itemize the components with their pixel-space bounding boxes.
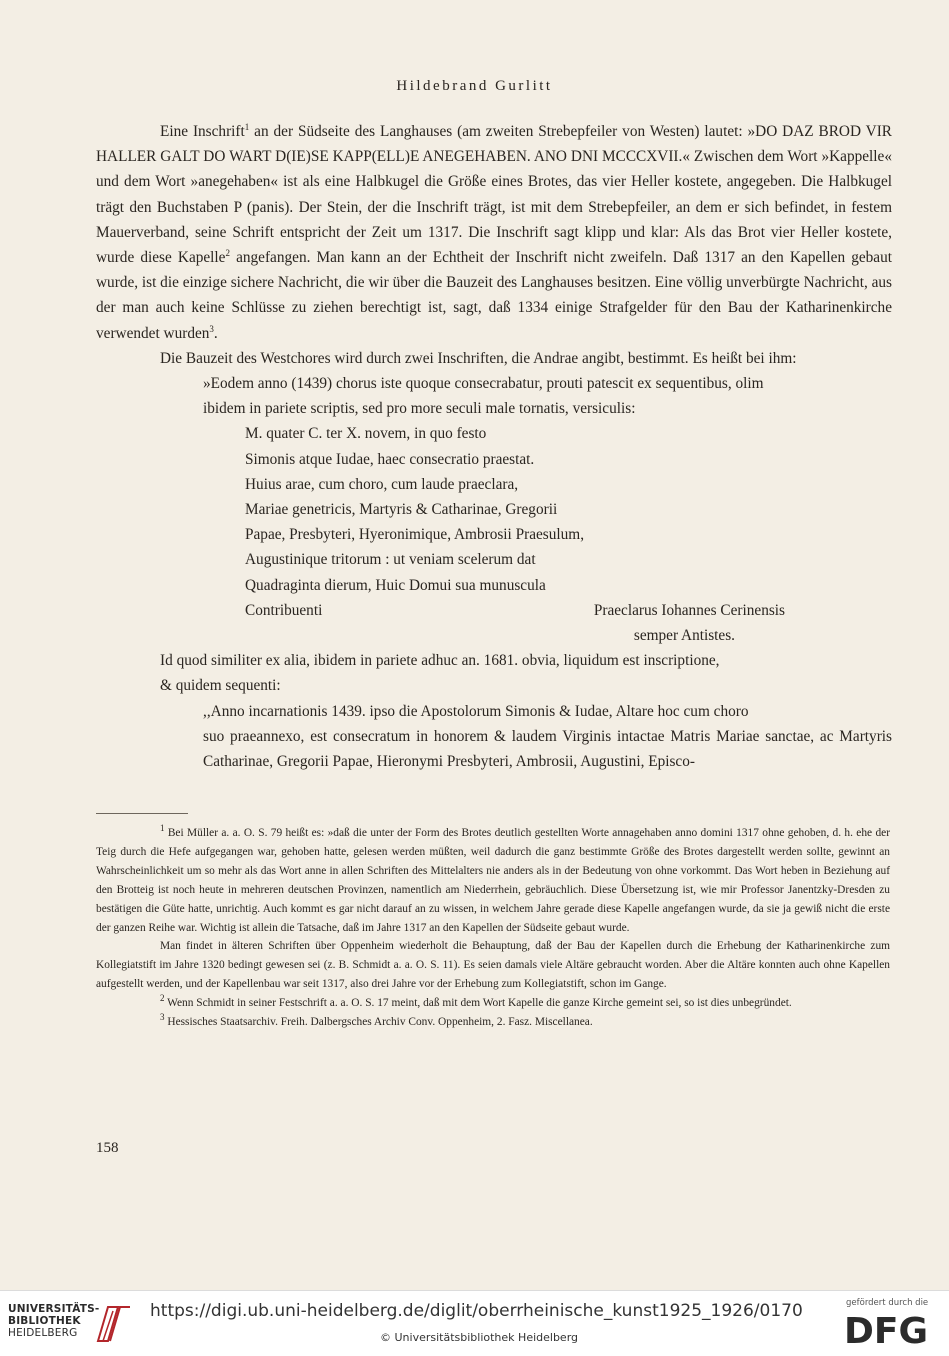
footnote-1-continued: Man findet in älteren Schriften über Oppenheim wiederholt die Behauptung, daß der Bau der Kapellen durch die Erhebung der Katharinenkirche zum Kollegiatstift im Jahre 1320 bedingt gewesen sei (z. B. Schmidt a. a. O. S. 11). Es seien damals viele Altäre gebraucht worden. Aber die Altäre konnten auch ohne Kapellen aufgestellt werden, und der Kapellenbau war seit 1317, also drei Jahre vor der Erhebung zum Kollegiatstift, schon im Gange. (96, 940, 890, 991)
footnote-text: Wenn Schmidt in seiner Festschrift a. a. O. S. 17 meint, daß mit dem Wort Kapelle die ganze Kirche gemeint sei, so ist dies unbegründet. (164, 997, 792, 1010)
text-run: Eine Inschrift (160, 123, 245, 140)
paragraph-3-continued: & quidem sequenti: (160, 677, 281, 695)
library-name-line: HEIDELBERG (8, 1327, 78, 1339)
footnote-ref-1[interactable]: 1 (244, 121, 250, 132)
footnote-2 (96, 994, 890, 1013)
verse-line: Simonis atque Iudae, haec consecratio praestat. (245, 450, 535, 468)
dfg-logo-text: DFG (844, 1311, 929, 1349)
footnotes (96, 824, 890, 1032)
footnote-mark: 3 (160, 1012, 165, 1023)
paragraph-3: Id quod similiter ex alia, ibidem in pariete adhuc an. 1681. obvia, liquidum est inscriptione, (160, 652, 720, 670)
page-number: 158 (96, 1140, 119, 1156)
verse-block (245, 421, 892, 648)
quote-2: ,,Anno incarnationis 1439. ipso die Apostolorum Simonis & Iudae, Altare hoc cum choro (203, 702, 749, 720)
footnote-ref-3[interactable]: 3 (209, 323, 214, 334)
verse-line: M. quater C. ter X. novem, in quo festo (245, 425, 487, 443)
viewer-footer (0, 1290, 949, 1356)
footnote-divider (96, 813, 188, 814)
paragraph-2: Die Bauzeit des Westchores wird durch zwei Inschriften, die Andrae angibt, bestimmt. Es heißt bei ihm: (160, 349, 797, 367)
quote-1-continued: ibidem in pariete scriptis, sed pro more seculi male tornatis, versiculis: (203, 400, 636, 418)
footnote-mark: 1 (160, 823, 165, 834)
footnote-text: Hessisches Staatsarchiv. Freih. Dalbergsches Archiv Conv. Oppenheim, 2. Fasz. Miscellanea. (164, 1016, 593, 1029)
verse-line: Quadraginta dierum, Huic Domui sua munuscula (245, 576, 546, 594)
main-text (96, 119, 892, 774)
permalink-url[interactable]: https://digi.ub.uni-heidelberg.de/diglit/oberrheinische_kunst1925_1926/0170 (150, 1301, 803, 1321)
footnote-1 (96, 824, 890, 937)
verse-closing: semper Antistes. (633, 627, 735, 645)
verse-line: Papae, Presbyteri, Hyeronimique, Ambrosii Praesulum, (245, 526, 585, 544)
library-logo-text[interactable] (8, 1303, 99, 1339)
library-name-line: UNIVERSITÄTS- (8, 1303, 100, 1315)
funding-note: gefördert durch die (846, 1298, 929, 1308)
paragraph-1 (96, 119, 892, 346)
quote-1: »Eodem anno (1439) chorus iste quoque consecrabatur, prouti patescit ex sequentibus, olim (203, 375, 764, 393)
running-header: Hildebrand Gurlitt (396, 78, 553, 94)
verse-line: Huius arae, cum choro, cum laude praeclara, (245, 475, 519, 493)
footnote-text: Bei Müller a. a. O. S. 79 heißt es: »daß die unter der Form des Brotes deutlich gestellten Worte annagehaben anno domini 1317 ohne gehoben, d. h. ehe der Teig durch die Hefe aufgegangen war, gehoben hatte, gelesen werden müßten, weil dadurch die ganz bestimmte Größe des Brotes dargestellt werden sollte, gewinnt an Wahrscheinlichkeit um so mehr als das Wort anne in allen Schriften des Mittelalters nie anders als in der Bedeutung von ohne vorkommt. Das Wort heben in Beziehung auf den Brotteig ist noch heute in mehreren deutschen Provinzen, namentlich am Niederrhein, gebräuchlich. Diese Übersetzung ist, wie mir Professor Janentzky-Dresden zu bestätigen die Güte hatte, unrichtig. Auch kommt es gar nicht darauf an zu wissen, in welchem Jahre gerade diese Kapelle angefangen wurde, da sie ja gewiß nicht die erste der ganzen Reihe war. Wichtig ist allein die Tatsache, daß im Jahre 1317 an den Kapellen der Südseite gebaut wurde. (96, 827, 890, 934)
verse-line: Mariae genetricis, Martyris & Catharinae, Gregorii (245, 501, 558, 519)
text-run: . (213, 324, 218, 342)
copyright-notice: © Universitätsbibliothek Heidelberg (380, 1331, 579, 1344)
verse-left: Contribuenti (245, 601, 323, 619)
verse-line-split (245, 598, 785, 623)
library-logo-icon[interactable] (94, 1301, 134, 1345)
library-name-line: BIBLIOTHEK (8, 1315, 81, 1327)
footnote-mark: 2 (160, 993, 165, 1004)
dfg-logo[interactable] (842, 1309, 934, 1349)
footnote-ref-2[interactable]: 2 (225, 247, 230, 258)
text-run: an der Südseite des Langhauses (am zweiten Strebepfeiler von Westen) lautet: »DO DAZ BROD VIR HALLER GALT DO WART D(IE)SE KAPP(ELL)E ANEGEHABEN. ANO DNI MCCCXVII.« Zwischen dem Wort »Kappelle« und dem Wort »anegehaben« ist als eine Halbkugel die Größe eines Brotes, das vier Heller kostete, angegeben. Die Halbkugel trägt den Buchstaben P (panis). Der Stein, der die Inschrift trägt, ist mit dem Strebepfeiler, an dem er sich befindet, in festem Mauerverband, seine Schrift entspricht der Zeit um 1317. Die Inschrift sagt klipp und klar: Als das Brot vier Heller kostete, wurde diese Kapelle (96, 123, 892, 267)
verse-line: Augustinique tritorum : ut veniam scelerum dat (245, 551, 536, 569)
footnote-3 (96, 1013, 890, 1032)
quote-2-continued: suo praeannexo, est consecratum in honorem & laudem Virginis intactae Matris Mariae sanctae, ac Martyris Catharinae, Gregorii Papae, Hieronymi Presbyteri, Ambrosii, Augustini, Episco- (203, 727, 892, 771)
text-run: angefangen. Man kann an der Echtheit der Inschrift nicht zweifeln. Daß 1317 an den Kapellen gebaut wurde, ist die einzige sichere Nachricht, die wir über die Bauzeit des Langhauses besitzen. Eine völlig unverbürgte Nachricht, aus der man auch keine Schlüsse zu ziehen berechtigt ist, sagt, daß 1334 einige Strafgelder für den Bau der Katharinenkirche verwendet wurden (96, 249, 892, 342)
verse-right: Praeclarus Iohannes Cerinensis (593, 601, 785, 619)
